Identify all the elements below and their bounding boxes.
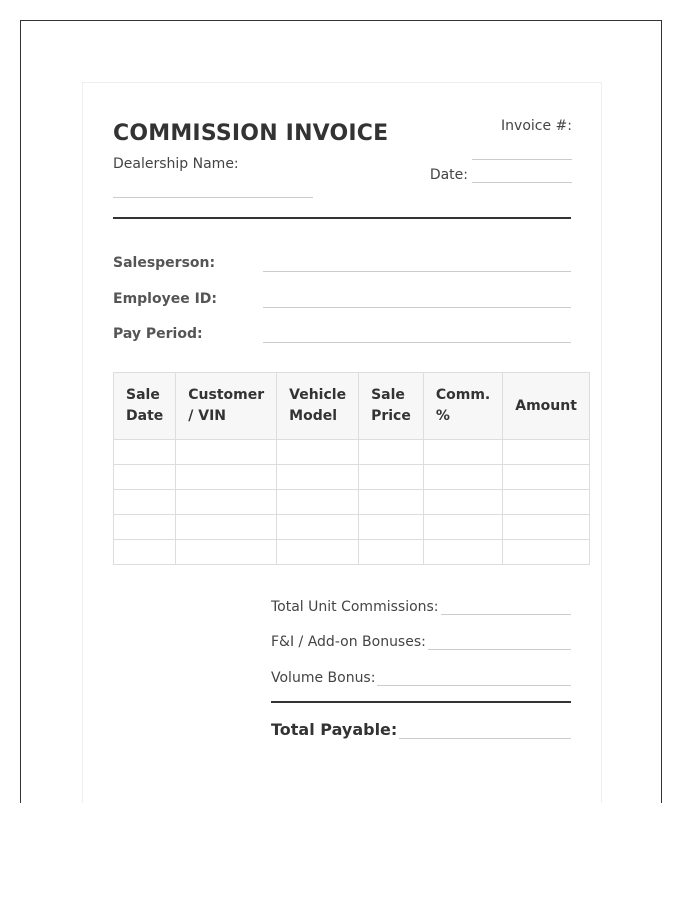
document-viewport [20, 20, 662, 803]
total-unit-commissions-field[interactable] [441, 600, 571, 615]
table-cell[interactable] [114, 465, 176, 490]
price-header-line2: Price [371, 408, 411, 424]
table-cell[interactable] [277, 540, 359, 565]
table-cell[interactable] [423, 540, 502, 565]
customer-header-line2: / VIN [188, 408, 227, 424]
invoice-title: COMMISSION INVOICE [113, 121, 389, 146]
table-cell[interactable] [503, 465, 590, 490]
table-cell[interactable] [423, 465, 502, 490]
table-cell[interactable] [503, 490, 590, 515]
table-cell[interactable] [503, 440, 590, 465]
table-header-row [114, 373, 590, 440]
sale-date-header-line1: Sale [126, 387, 160, 403]
total-payable-row [271, 719, 571, 739]
table-cell[interactable] [114, 490, 176, 515]
pay-period-label: Pay Period: [113, 326, 203, 342]
table-row [114, 515, 590, 540]
column-header-sale-date [114, 373, 176, 440]
table-row [114, 440, 590, 465]
fi-bonuses-field[interactable] [428, 635, 571, 650]
date-row [430, 167, 572, 183]
column-header-sale-price [359, 373, 424, 440]
table-cell[interactable] [277, 440, 359, 465]
table-cell[interactable] [176, 490, 277, 515]
header-divider [113, 217, 571, 219]
table-cell[interactable] [423, 515, 502, 540]
price-header-line1: Sale [371, 387, 405, 403]
table-row [114, 540, 590, 565]
column-header-customer-vin [176, 373, 277, 440]
table-cell[interactable] [359, 490, 424, 515]
employee-id-row [113, 291, 571, 311]
pay-period-field[interactable] [263, 342, 571, 343]
table-cell[interactable] [503, 540, 590, 565]
salesperson-label: Salesperson: [113, 255, 216, 271]
table-cell[interactable] [277, 465, 359, 490]
column-header-comm-percent [423, 373, 502, 440]
table-cell[interactable] [114, 440, 176, 465]
invoice-number-label: Invoice #: [501, 118, 572, 134]
table-row [114, 465, 590, 490]
employee-id-field[interactable] [263, 307, 571, 308]
fi-bonuses-row [271, 630, 571, 650]
total-payable-label: Total Payable: [271, 720, 398, 739]
table-cell[interactable] [359, 465, 424, 490]
table-cell[interactable] [503, 515, 590, 540]
vehicle-header-line2: Model [289, 408, 338, 424]
table-cell[interactable] [114, 540, 176, 565]
volume-bonus-row [271, 666, 571, 686]
table-cell[interactable] [277, 490, 359, 515]
volume-bonus-field[interactable] [377, 671, 571, 686]
total-payable-field[interactable] [399, 724, 571, 739]
table-cell[interactable] [176, 465, 277, 490]
comm-header-line2: % [435, 408, 450, 424]
table-cell[interactable] [114, 515, 176, 540]
table-cell[interactable] [423, 440, 502, 465]
comm-header-line1: Comm. [435, 387, 491, 403]
table-cell[interactable] [176, 540, 277, 565]
table-cell[interactable] [359, 515, 424, 540]
invoice-number-field[interactable] [472, 159, 572, 160]
table-row [114, 490, 590, 515]
total-unit-commissions-row [271, 595, 571, 615]
date-field[interactable] [472, 168, 572, 183]
table-cell[interactable] [176, 440, 277, 465]
table-cell[interactable] [176, 515, 277, 540]
commission-table [113, 372, 590, 565]
dealership-name-label: Dealership Name: [113, 156, 239, 172]
vehicle-header-line1: Vehicle [289, 387, 347, 403]
pay-period-row [113, 326, 571, 346]
customer-header-line1: Customer [188, 387, 265, 403]
sale-date-header-line2: Date [126, 408, 164, 424]
amount-header: Amount [515, 397, 577, 414]
invoice-sheet [82, 82, 602, 803]
volume-bonus-label: Volume Bonus: [271, 670, 376, 686]
employee-id-label: Employee ID: [113, 291, 218, 307]
fi-bonuses-label: F&I / Add-on Bonuses: [271, 634, 426, 650]
table-cell[interactable] [277, 515, 359, 540]
total-unit-commissions-label: Total Unit Commissions: [271, 599, 439, 615]
commission-table-body [114, 440, 590, 565]
salesperson-field[interactable] [263, 271, 571, 272]
totals-divider [271, 701, 571, 703]
dealership-name-field[interactable] [113, 197, 313, 198]
column-header-amount [503, 373, 590, 440]
table-cell[interactable] [359, 540, 424, 565]
table-cell[interactable] [359, 440, 424, 465]
column-header-vehicle-model [277, 373, 359, 440]
date-label: Date: [429, 167, 468, 183]
salesperson-row [113, 255, 571, 275]
table-cell[interactable] [423, 490, 502, 515]
